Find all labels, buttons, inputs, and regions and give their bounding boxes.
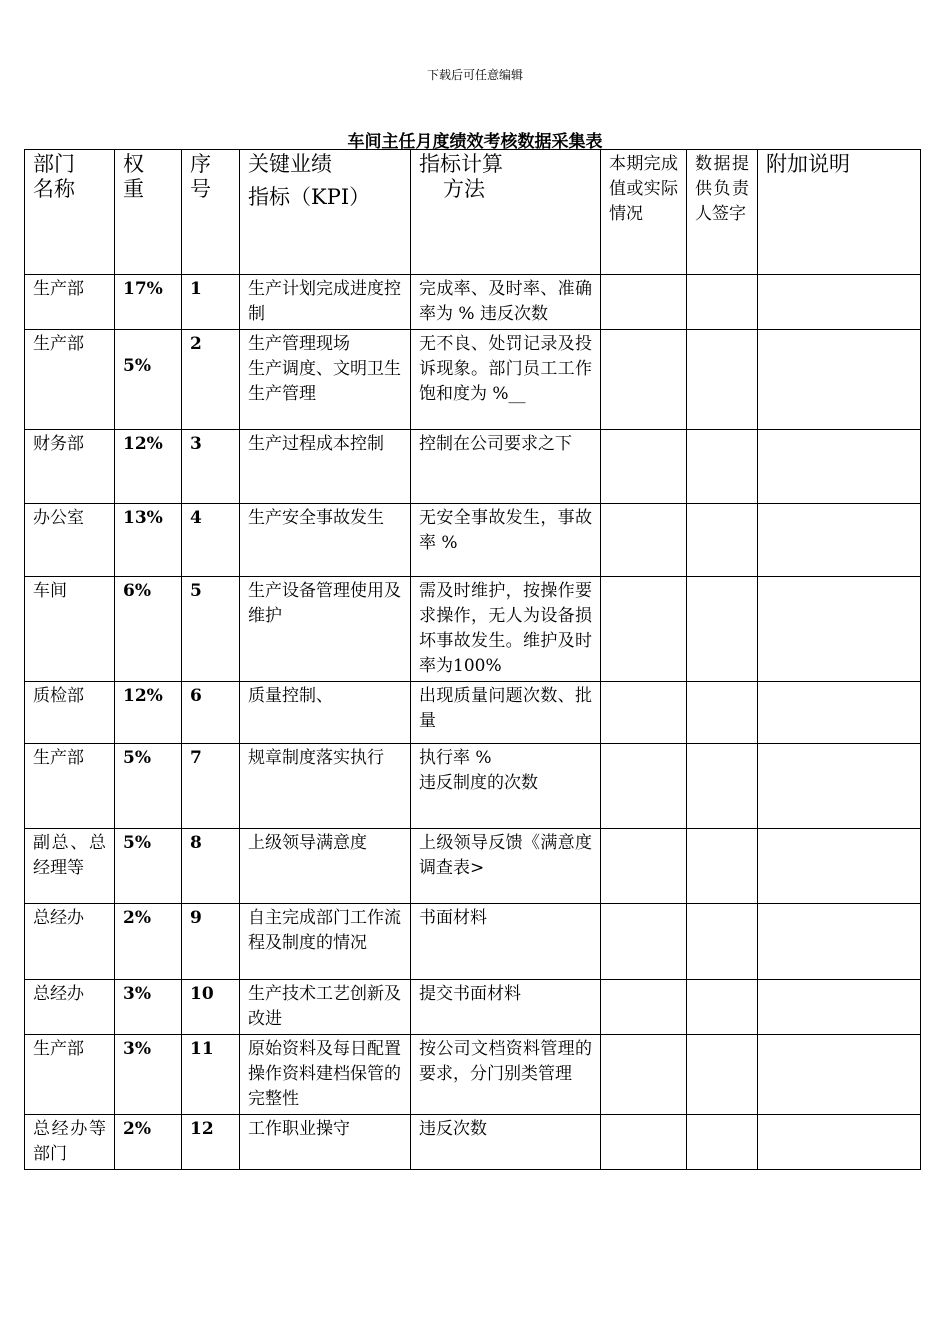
cell-dept: 车间 — [25, 577, 115, 682]
header-kpi-line1: 关键业绩 — [248, 152, 332, 176]
table-row — [25, 904, 921, 980]
table-row — [25, 577, 921, 682]
cell-provider — [687, 682, 758, 744]
cell-actual — [601, 1115, 687, 1170]
cell-weight: 13% — [115, 504, 182, 577]
cell-calc: 按公司文档资料管理的要求，分门别类管理 — [411, 1035, 601, 1115]
table-row — [25, 1035, 921, 1115]
cell-kpi: 生产技术工艺创新及改进 — [240, 980, 411, 1035]
cell-provider — [687, 904, 758, 980]
cell-calc: 需及时维护，按操作要求操作，无人为设备损坏事故发生。维护及时率为100% — [411, 577, 601, 682]
table-row — [25, 744, 921, 829]
cell-note — [758, 829, 921, 904]
cell-calc: 上级领导反馈《满意度调查表> — [411, 829, 601, 904]
cell-weight: 12% — [115, 430, 182, 504]
cell-actual — [601, 744, 687, 829]
cell-seq: 6 — [182, 682, 240, 744]
cell-kpi: 原始资料及每日配置操作资料建档保管的完整性 — [240, 1035, 411, 1115]
header-dept-line1: 部门 — [33, 152, 75, 176]
cell-kpi: 自主完成部门工作流程及制度的情况 — [240, 904, 411, 980]
header-note: 下载后可任意编辑 — [426, 68, 523, 82]
cell-calc: 无安全事故发生，事故率 % — [411, 504, 601, 577]
cell-dept: 总经办 — [25, 980, 115, 1035]
cell-provider — [687, 504, 758, 577]
cell-seq: 2 — [182, 330, 240, 430]
cell-provider — [687, 744, 758, 829]
cell-actual — [601, 330, 687, 430]
cell-actual — [601, 682, 687, 744]
cell-note — [758, 744, 921, 829]
kpi-table — [24, 149, 921, 1170]
cell-provider — [687, 275, 758, 330]
header-seq — [182, 150, 240, 275]
cell-dept: 总经办等部门 — [25, 1115, 115, 1170]
table-row — [25, 275, 921, 330]
cell-seq: 4 — [182, 504, 240, 577]
cell-note — [758, 430, 921, 504]
cell-provider — [687, 829, 758, 904]
cell-note — [758, 682, 921, 744]
cell-note — [758, 275, 921, 330]
table-row — [25, 330, 921, 430]
table-row — [25, 1115, 921, 1170]
cell-kpi: 上级领导满意度 — [240, 829, 411, 904]
cell-provider — [687, 1115, 758, 1170]
cell-dept: 质检部 — [25, 682, 115, 744]
cell-seq: 3 — [182, 430, 240, 504]
cell-seq: 5 — [182, 577, 240, 682]
header-seq-line1: 序 — [190, 152, 211, 176]
cell-seq: 12 — [182, 1115, 240, 1170]
header-seq-line2: 号 — [190, 177, 211, 201]
cell-kpi: 生产设备管理使用及维护 — [240, 577, 411, 682]
cell-weight: 6% — [115, 577, 182, 682]
cell-seq: 10 — [182, 980, 240, 1035]
header-actual: 本期完成值或实际情况 — [601, 150, 687, 275]
cell-calc: 提交书面材料 — [411, 980, 601, 1035]
cell-weight: 2% — [115, 904, 182, 980]
cell-weight: 5% — [115, 829, 182, 904]
cell-seq: 9 — [182, 904, 240, 980]
cell-kpi: 生产计划完成进度控制 — [240, 275, 411, 330]
cell-weight: 3% — [115, 1035, 182, 1115]
cell-note — [758, 980, 921, 1035]
cell-kpi: 规章制度落实执行 — [240, 744, 411, 829]
document-title: 车间主任月度绩效考核数据采集表 — [347, 132, 603, 152]
cell-dept: 总经办 — [25, 904, 115, 980]
cell-dept: 生产部 — [25, 330, 115, 430]
cell-weight: 3% — [115, 980, 182, 1035]
cell-note — [758, 330, 921, 430]
header-dept — [25, 150, 115, 275]
cell-weight: 2% — [115, 1115, 182, 1170]
header-kpi — [240, 150, 411, 275]
cell-note — [758, 1115, 921, 1170]
cell-actual — [601, 430, 687, 504]
cell-calc: 执行率 % 违反制度的次数 — [411, 744, 601, 829]
cell-actual — [601, 829, 687, 904]
cell-kpi: 生产过程成本控制 — [240, 430, 411, 504]
cell-dept: 副总、总经理等 — [25, 829, 115, 904]
cell-note — [758, 904, 921, 980]
cell-provider — [687, 577, 758, 682]
cell-weight: 5% — [115, 330, 182, 430]
cell-actual — [601, 504, 687, 577]
table-row — [25, 980, 921, 1035]
cell-calc: 完成率、及时率、准确率为 % 违反次数 — [411, 275, 601, 330]
header-dept-line2: 名称 — [33, 177, 75, 201]
cell-weight: 12% — [115, 682, 182, 744]
cell-calc: 控制在公司要求之下 — [411, 430, 601, 504]
header-note-col: 附加说明 — [758, 150, 921, 275]
cell-provider — [687, 430, 758, 504]
cell-note — [758, 504, 921, 577]
header-provider: 数据提供负责人签字 — [687, 150, 758, 275]
cell-provider — [687, 330, 758, 430]
cell-seq: 8 — [182, 829, 240, 904]
cell-seq: 1 — [182, 275, 240, 330]
cell-kpi: 生产管理现场 生产调度、文明卫生生产管理 — [240, 330, 411, 430]
cell-dept: 办公室 — [25, 504, 115, 577]
header-weight-line2: 重 — [123, 177, 144, 201]
cell-actual — [601, 275, 687, 330]
header-calc-line2: 方法 — [443, 177, 485, 201]
cell-dept: 生产部 — [25, 275, 115, 330]
cell-note — [758, 1035, 921, 1115]
cell-weight: 5% — [115, 744, 182, 829]
cell-dept: 生产部 — [25, 744, 115, 829]
cell-dept: 生产部 — [25, 1035, 115, 1115]
header-kpi-line2: 指标（KPI） — [248, 185, 371, 209]
table-row — [25, 504, 921, 577]
cell-calc: 无不良、处罚记录及投诉现象。部门员工工作饱和度为 %__ — [411, 330, 601, 430]
cell-weight: 17% — [115, 275, 182, 330]
cell-seq: 11 — [182, 1035, 240, 1115]
cell-note — [758, 577, 921, 682]
table-row — [25, 682, 921, 744]
cell-kpi: 质量控制、 — [240, 682, 411, 744]
header-calc-line1: 指标计算 — [419, 152, 503, 176]
cell-calc: 违反次数 — [411, 1115, 601, 1170]
cell-dept: 财务部 — [25, 430, 115, 504]
cell-calc: 书面材料 — [411, 904, 601, 980]
cell-actual — [601, 1035, 687, 1115]
header-calc — [411, 150, 601, 275]
cell-provider — [687, 980, 758, 1035]
cell-actual — [601, 980, 687, 1035]
cell-provider — [687, 1035, 758, 1115]
cell-actual — [601, 577, 687, 682]
table-row — [25, 829, 921, 904]
header-weight-line1: 权 — [123, 152, 144, 176]
table-row — [25, 430, 921, 504]
cell-calc: 出现质量问题次数、批量 — [411, 682, 601, 744]
header-weight — [115, 150, 182, 275]
table-header-row — [25, 150, 921, 275]
cell-kpi: 工作职业操守 — [240, 1115, 411, 1170]
cell-seq: 7 — [182, 744, 240, 829]
cell-kpi: 生产安全事故发生 — [240, 504, 411, 577]
cell-actual — [601, 904, 687, 980]
